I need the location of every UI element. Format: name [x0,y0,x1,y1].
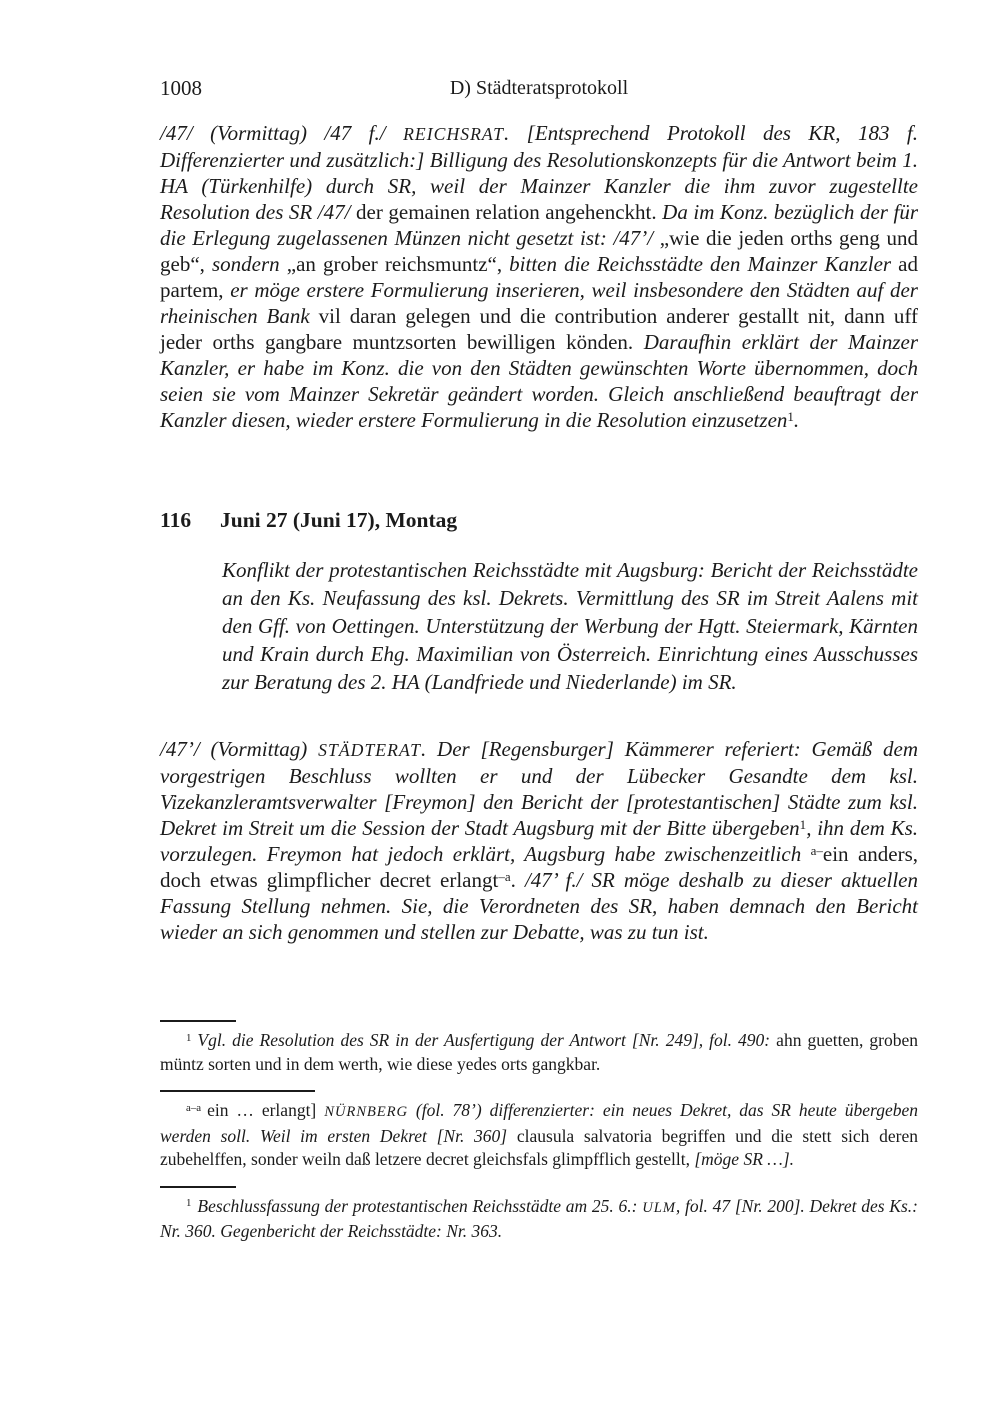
entry-116-heading [160,507,918,534]
page-number: 1008 [160,76,202,100]
footnote-a-a [160,1099,918,1172]
page-header [160,76,918,100]
footnotes-section [160,1020,918,1244]
footnote-text: Beschlussfassung der protestantischen Reichsstädte am 25. 6.: ULM, fol. 47 [Nr. 200]. Dekret des Ks.: Nr. 360. Gegenbericht der Reichsstädte: Nr. 363. [160,1195,918,1241]
footnote-separator-rule [160,1020,236,1022]
running-header-title: D) Städteratsprotokoll [449,77,629,99]
footnote-text: ein … erlangt] NÜRNBERG (fol. 78’) differenzierter: ein neues Dekret, das SR heute übergeben werden soll. Weil im ersten Dekret [Nr. 360] clausula salvatoria begriffen und die stett sich deren zubehelffen, sonder weiln daß letzere decret gleichsfals glimpfflich gestellt, [möge SR …]. [160,1100,918,1169]
entry-116-summary: Konflikt der protestantischen Reichsstädte mit Augsburg: Bericht der Reichsstädte an den Ks. Neufassung des ksl. Dekrets. Vermittlung des SR im Streit Aalens mit den Gff. von Oettingen. Unterstützung der Werbung der Hgtt. Steiermark, Kärnten und Krain durch Ehg. Maximilian von Österreich. Einrichtung eines Ausschusses zur Beratung des 2. HA (Landfriede und Niederlande) im SR. [222,558,918,694]
entry-116-paragraph: /47’/ (Vormittag) STÄDTERAT. Der [Regensburger] Kämmerer referiert: Gemäß dem vorgestrigen Beschluss wollten er und der Lübecker Gesandte dem ksl. Vizekanzleramtsverwalter [Freymon] den Bericht der [protestantischen] Städte zum ksl. Dekret im Streit um die Session der Stadt Augsburg mit der Bitte übergeben$^1$, ihn dem Ks. vorzulegen. Freymon hat jedoch erklärt, Augsburg habe zwischenzeitlich $^{a-}$ein anders, doch etwas glimpflicher decret erlangt$^{-a}$. /47’ f./ SR möge deshalb zu dieser aktuellen Fassung Stellung nehmen. Sie, die Verordneten des SR, haben demnach den Bericht wieder an sich genommen und stellen zur Debatte, was zu tun ist. [160,737,919,944]
footnote-1-first [160,1029,918,1076]
footnote-1-second [160,1195,918,1244]
footnote-marker: a–a [186,1101,202,1114]
entry-115-paragraph: /47/ (Vormittag) /47 f./ REICHSRAT. [Entsprechend Protokoll des KR, 183 f. Differenzierter und zusätzlich:] Billigung des Resolutionskonzepts für die Antwort beim 1. HA (Türkenhilfe) durch SR, weil der Mainzer Kanzler die ihm zuvor zugestellte Resolution des SR /47/ der gemainen relation angehenckht. Da im Konz. bezüglich der für die Erlegung zugelassenen Münzen nicht gesetzt ist: /47’/ „wie die jeden orths geng und geb“, sondern „an grober reichsmuntz“, bitten die Reichsstädte den Mainzer Kanzler ad partem, er möge erstere Formulierung inserieren, weil insbesondere den Städten auf der rheinischen Bank vil daran gelegen und die contribution anderer gestallt nit, dann uff jeder orths gangbare muntzsorten bewilligen könden. Daraufhin erklärt der Mainzer Kanzler, er habe im Konz. die von den Städten gewünschten Worte übernommen, doch seien sie vom Mainzer Sekretär geändert worden. Gleich anschließend beauftragt der Kanzler diesen, wieder erstere Formulierung in die Resolution einzusetzen$^1$. [160,121,919,432]
apparatus-separator-rule [160,1090,315,1092]
footnote-marker: 1 [186,1031,192,1044]
entry-number: 116 [160,508,192,532]
footnote-marker: 1 [186,1197,192,1210]
entry-title: Juni 27 (Juni 17), Montag [220,508,458,532]
footnote-text: Vgl. die Resolution des SR in der Ausfertigung der Antwort [Nr. 249], fol. 490: ahn guetten, groben müntz sorten und in dem werth, wie diese yedes orts gangkbar. [160,1030,918,1074]
footnote-separator-rule [160,1186,236,1188]
